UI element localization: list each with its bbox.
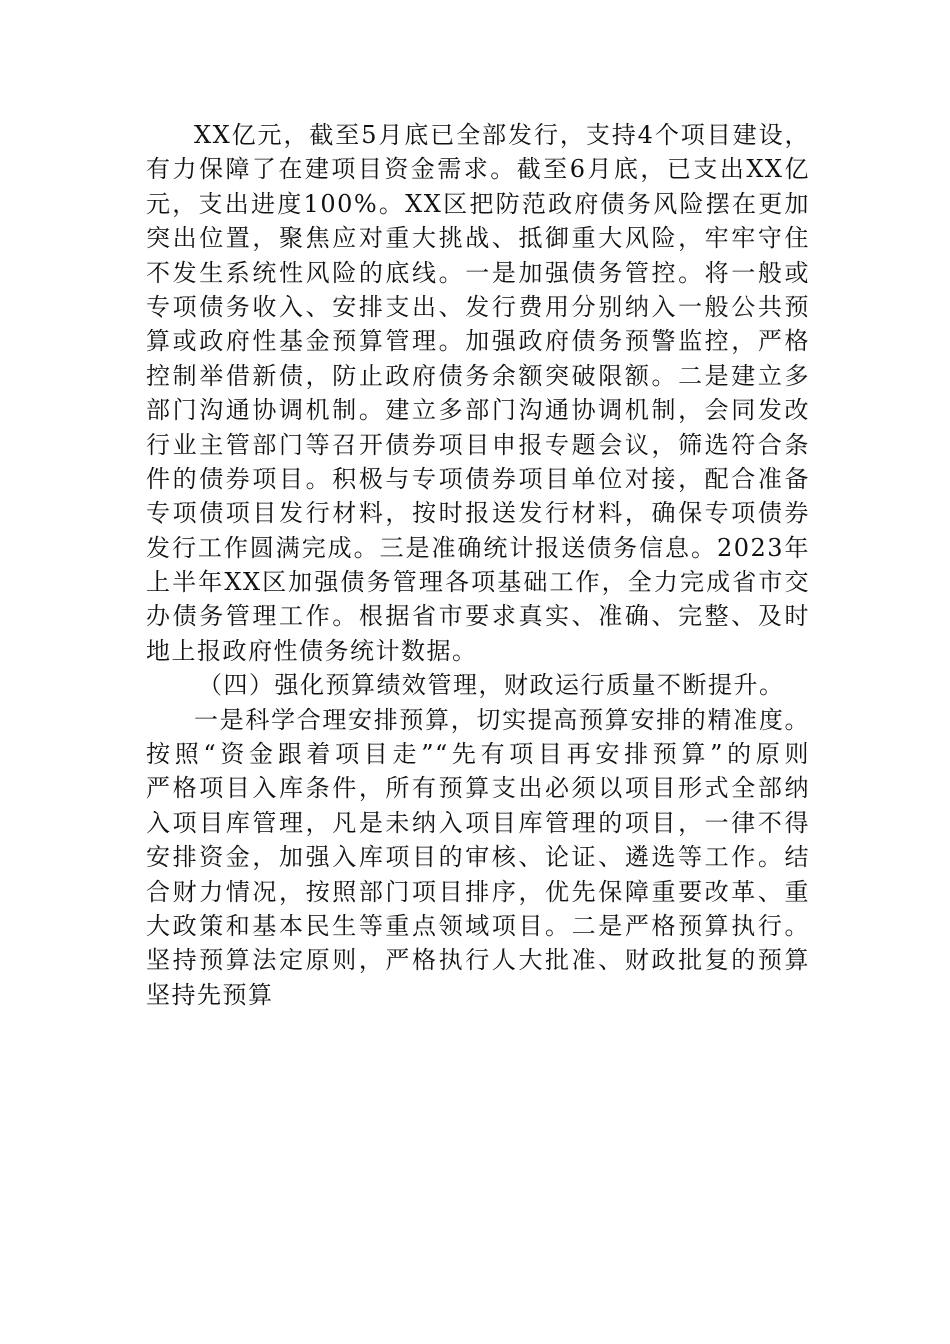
text-line: 突出位置，聚焦应对重大挑战、抵御重大风险，牢牢守住 [146,224,810,253]
paragraph-debt-management [146,118,810,668]
text-line: 按照“资金跟着项目走”“先有项目再安排预算”的原则 [146,740,810,769]
text-line: 元，支出进度100%。XX区把防范政府债务风险摆在更加 [146,189,810,218]
text-line: 专项债务收入、安排支出、发行费用分别纳入一般公共预 [146,292,810,321]
text-line: 行业主管部门等召开债券项目申报专题会议，筛选符合条 [146,430,810,459]
text-line: 大政策和基本民生等重点领域项目。二是严格预算执行。 [146,911,810,940]
text-line: 算或政府性基金预算管理。加强政府债务预警监控，严格 [146,327,810,356]
text-line: 件的债券项目。积极与专项债券项目单位对接，配合准备 [146,464,810,493]
text-line: 发行工作圆满完成。三是准确统计报送债务信息。2023年 [146,533,810,562]
text-line: 专项债项目发行材料，按时报送发行材料，确保专项债券 [146,499,810,528]
text-line: 合财力情况，按照部门项目排序，优先保障重要改革、重 [146,877,810,906]
heading-line: （四）强化预算绩效管理，财政运行质量不断提升。 [198,671,785,700]
text-line: 地上报政府性债务统计数据。 [146,636,478,665]
text-line: 部门沟通协调机制。建立多部门沟通协调机制，会同发改 [146,396,810,425]
section-heading [146,668,810,702]
text-line: 坚持预算法定原则，严格执行人大批准、财政批复的预算 [146,946,810,975]
text-line: 有力保障了在建项目资金需求。截至6月底，已支出XX亿 [146,155,810,184]
text-line: 控制举借新债，防止政府债务余额突破限额。二是建立多 [146,361,810,390]
document-body [146,118,810,1012]
text-line: 坚持先预算 [146,980,274,1009]
text-line: 入项目库管理，凡是未纳入项目库管理的项目，一律不得 [146,808,810,837]
text-line: 严格项目入库条件，所有预算支出必须以项目形式全部纳 [146,774,810,803]
text-line: 不发生系统性风险的底线。一是加强债务管控。将一般或 [146,258,810,287]
text-line: 上半年XX区加强债务管理各项基础工作，全力完成省市交 [146,568,810,597]
text-line: 办债务管理工作。根据省市要求真实、准确、完整、及时 [146,602,810,631]
text-line: XX亿元，截至5月底已全部发行，支持4个项目建设， [194,121,810,149]
paragraph-budget-arrangement [146,703,810,1013]
text-line: 安排资金，加强入库项目的审核、论证、遴选等工作。结 [146,843,810,872]
text-line: 一是科学合理安排预算，切实提高预算安排的精准度。 [194,705,810,734]
